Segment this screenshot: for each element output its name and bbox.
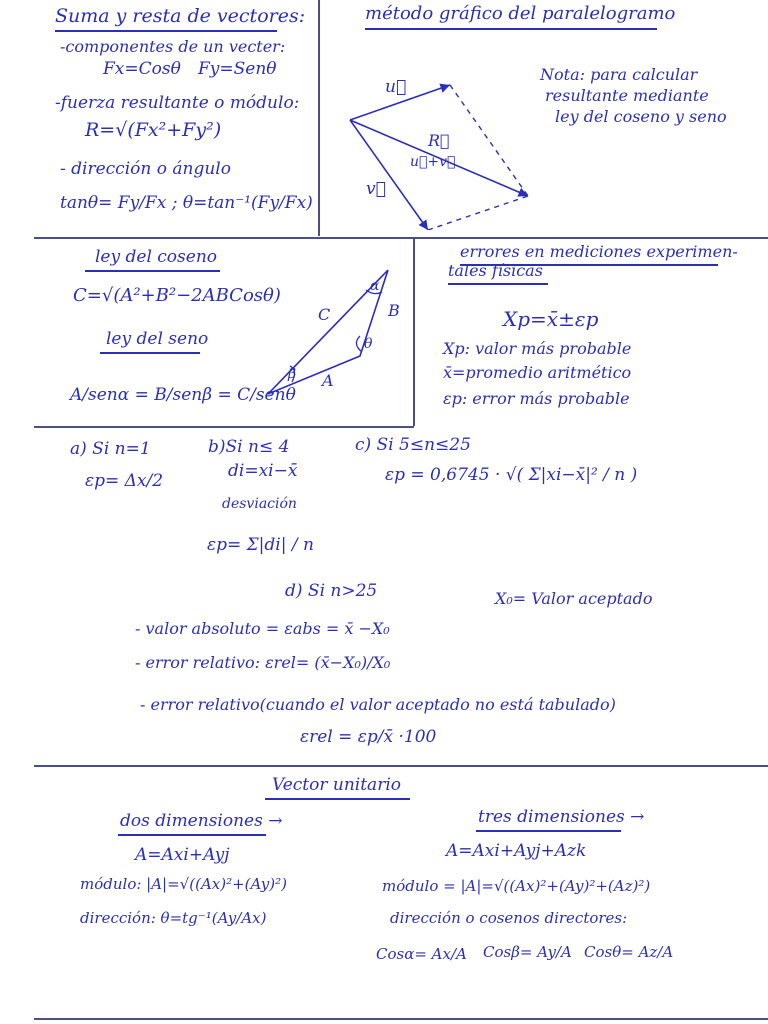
- side-a-label: A: [322, 371, 334, 390]
- cosine-law-equation: C=√(A²+B²−2ABCosθ): [73, 285, 281, 306]
- probable-value-equation: Xp=x̄±εp: [503, 307, 599, 331]
- title-underline: [85, 270, 220, 272]
- section-title-parallelogram: método gráfico del paralelogramo: [365, 3, 676, 24]
- side-b-label: B: [388, 301, 400, 320]
- three-dimensions-label: tres dimensiones →: [478, 807, 645, 827]
- sine-law-title: ley del seno: [106, 329, 209, 349]
- two-d-modulus-equation: módulo: |A|=√((Ax)²+(Ay)²): [80, 875, 287, 893]
- cos-beta-equation: Cosβ= Ay/A: [483, 943, 572, 961]
- title-underline: [55, 30, 277, 32]
- cos-theta-equation: Cosθ= Az/A: [584, 943, 674, 961]
- title-underline: [265, 798, 410, 800]
- fy-equation: Fy=Senθ: [198, 59, 277, 79]
- cos-alpha-equation: Cosα= Ax/A: [376, 945, 467, 963]
- definition-ep: εp: error más probable: [443, 389, 630, 408]
- vector-v-label: v⃗: [366, 179, 386, 199]
- relative-error-percent-equation: εrel = εp/x̄ ·100: [300, 727, 437, 747]
- relative-error-note: - error relativo(cuando el valor aceptado no está tabulado): [140, 695, 616, 714]
- case-b-label: b)Si n≤ 4: [208, 437, 290, 457]
- sine-law-equation: A/senα = B/senβ = C/senθ: [70, 385, 296, 405]
- errors-title-line-2: tales físicas: [448, 261, 543, 280]
- errors-title-line-1: errores en mediciones experimen-: [460, 242, 738, 261]
- deviation-label: desviación: [222, 496, 297, 512]
- section-title-vector-sum: Suma y resta de vectores:: [55, 5, 306, 27]
- case-c-label: c) Si 5≤n≤25: [355, 435, 471, 455]
- divider-horizontal-bottom: [34, 1018, 768, 1020]
- note-line-3: ley del coseno y seno: [555, 107, 727, 126]
- divider-vertical-top: [318, 0, 320, 236]
- direction-label: - dirección o ángulo: [60, 159, 231, 179]
- title-underline: [365, 28, 657, 30]
- fx-equation: Fx=Cosθ: [103, 59, 181, 79]
- title-underline: [476, 830, 621, 832]
- relative-error-equation: - error relativo: εrel= (x̄−X₀)/X₀: [135, 653, 391, 672]
- angle-alpha-label: α: [370, 278, 380, 294]
- absolute-value-equation: - valor absoluto = εabs = x̄ −X₀: [135, 619, 390, 638]
- accepted-value-definition: X₀= Valor aceptado: [495, 589, 653, 608]
- two-d-direction-equation: dirección: θ=tg⁻¹(Ay/Ax): [80, 909, 267, 927]
- resultant-label: -fuerza resultante o módulo:: [55, 93, 300, 113]
- unit-vector-title: Vector unitario: [272, 775, 401, 795]
- title-underline: [100, 352, 200, 354]
- title-underline: [118, 834, 266, 836]
- case-b-equation: εp= Σ|di| / n: [207, 535, 314, 555]
- note-line-2: resultante mediante: [545, 86, 709, 105]
- note-line-1: Nota: para calcular: [540, 65, 698, 84]
- direction-equation: tanθ= Fy/Fx ; θ=tan⁻¹(Fy/Fx): [60, 193, 313, 213]
- cosine-law-title: ley del coseno: [95, 247, 218, 267]
- two-dimensions-label: dos dimensiones →: [120, 811, 283, 831]
- vector-sum-label: u⃗+v⃗: [410, 154, 456, 170]
- side-c-label: C: [318, 305, 331, 324]
- case-d-label: d) Si n>25: [285, 581, 378, 601]
- three-d-modulus-equation: módulo = |A|=√((Ax)²+(Ay)²+(Az)²): [382, 877, 651, 895]
- components-label: -componentes de un vecter:: [60, 37, 286, 56]
- vector-u-label: u⃗: [385, 77, 407, 97]
- angle-beta-label: β: [288, 366, 297, 382]
- three-d-vector-equation: A=Axi+Ayj+Azk: [446, 841, 587, 861]
- definition-xp: Xp: valor más probable: [443, 339, 632, 358]
- vector-r-label: R⃗: [428, 131, 450, 150]
- divider-vertical-mid: [413, 238, 415, 426]
- case-b-deviation: di=xi−x̄: [228, 461, 298, 481]
- divider-horizontal-1: [34, 237, 768, 239]
- resultant-equation: R=√(Fx²+Fy²): [85, 119, 222, 141]
- parallelogram-diagram: [340, 60, 560, 230]
- case-a-label: a) Si n=1: [70, 439, 151, 459]
- divider-horizontal-3: [34, 765, 768, 767]
- case-c-equation: εp = 0,6745 · √( Σ|xi−x̄|² / n ): [385, 465, 638, 485]
- angle-theta-label: θ: [364, 336, 373, 352]
- title-underline: [448, 283, 548, 285]
- definition-x-bar: x̄=promedio aritmético: [443, 363, 632, 382]
- case-a-equation: εp= Δx/2: [85, 471, 164, 491]
- three-d-direction-label: dirección o cosenos directores:: [390, 909, 628, 927]
- divider-horizontal-2: [34, 426, 414, 428]
- two-d-vector-equation: A=Axi+Ayj: [135, 845, 230, 865]
